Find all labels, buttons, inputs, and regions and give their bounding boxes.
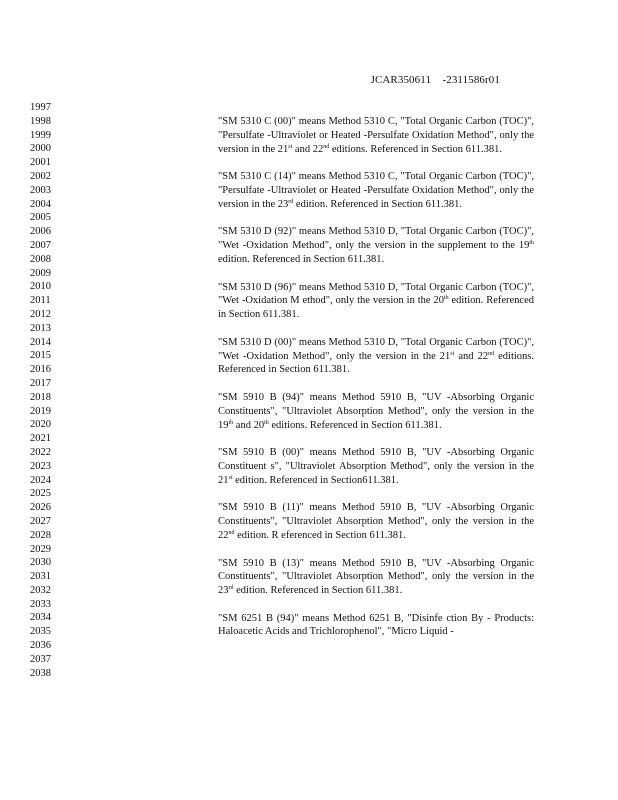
line-number-column xyxy=(30,101,70,680)
paragraph-text: "SM 5310 D (92)" means Method 5310 D, "Total Organic Carbon (TOC)", "Wet -Oxidation Method", only the version in the supplement to the 19 xyxy=(218,226,534,252)
line-number: 2023 xyxy=(30,460,51,472)
paragraph-text: and 22 xyxy=(454,350,489,362)
paragraph-text: and 22 xyxy=(292,143,324,155)
ordinal-suffix: nd xyxy=(228,529,235,536)
ordinal-suffix: th xyxy=(228,419,234,426)
ordinal-suffix: st xyxy=(450,350,455,357)
paragraph-text: and 20 xyxy=(233,419,265,431)
line-number: 2005 xyxy=(30,212,51,224)
line-number: 1998 xyxy=(30,115,51,127)
line-number: 2007 xyxy=(30,239,51,251)
definition-paragraph xyxy=(218,170,534,211)
ordinal-suffix: st xyxy=(228,474,233,481)
paragraph-text: edition. R eferenced in Section 611.381. xyxy=(234,529,406,541)
line-number: 2037 xyxy=(30,653,51,665)
ordinal-suffix: th xyxy=(264,419,269,426)
ordinal-suffix: th xyxy=(529,240,534,247)
definition-paragraph xyxy=(218,115,534,156)
line-number: 2006 xyxy=(30,226,51,238)
line-number: 2018 xyxy=(30,391,51,403)
paragraph-text: "SM 5310 C (14)" means Method 5310 C, "Total Organic Carbon (TOC)", "Persulfate -Ultraviolet or Heated -Persulfate Oxidation Method", only the version in the 23 xyxy=(218,171,534,210)
line-number: 2031 xyxy=(30,571,51,583)
paragraph-text: editions. Referenced in Section 611.381. xyxy=(218,350,534,376)
line-number: 2024 xyxy=(30,474,51,486)
document-suffix: -2311586r01 xyxy=(442,74,500,86)
line-number: 2000 xyxy=(30,143,51,155)
line-number: 2016 xyxy=(30,364,51,376)
line-number: 2019 xyxy=(30,405,51,417)
definition-paragraph xyxy=(218,557,534,598)
ordinal-suffix: nd xyxy=(323,143,330,150)
line-number: 2002 xyxy=(30,170,51,182)
line-number: 2001 xyxy=(30,157,51,169)
line-number: 2008 xyxy=(30,253,51,265)
line-number: 2021 xyxy=(30,433,51,445)
line-number: 2033 xyxy=(30,598,51,610)
line-number: 2011 xyxy=(30,295,51,307)
line-number: 2030 xyxy=(30,557,51,569)
paragraph-text: "SM 5310 D (96)" means Method 5310 D, "Total Organic Carbon (TOC)", "Wet -Oxidation M ethod", only the version in the 20 xyxy=(218,281,534,307)
paragraph-text: "SM 5310 D (00)" means Method 5310 D, "Total Organic Carbon (TOC)", "Wet -Oxidation Method", only the version in the 21 xyxy=(218,336,534,362)
paragraph-text: "SM 5910 B (94)" means Method 5910 B, "UV -Absorbing Organic Constituents", "Ultraviolet Absorption Method", only the version in the 19 xyxy=(218,391,534,431)
line-number: 1999 xyxy=(30,129,51,141)
ordinal-suffix: rd xyxy=(228,585,234,592)
line-number: 2014 xyxy=(30,336,51,348)
line-number: 2017 xyxy=(30,377,51,389)
paragraph-text: edition. Referenced in Section 611.381. xyxy=(218,295,534,321)
definition-paragraph xyxy=(218,225,534,266)
line-number: 2026 xyxy=(30,502,51,514)
definition-paragraph xyxy=(218,336,534,377)
line-number: 2010 xyxy=(30,281,51,293)
ordinal-suffix: rd xyxy=(288,198,294,205)
line-number: 2036 xyxy=(30,640,51,652)
line-number: 2009 xyxy=(30,267,51,279)
paragraph-text: "SM 5910 B (00)" means Method 5910 B, "UV -Absorbing Organic Constituent s", "Ultraviolet Absorption Method", only the version in the 21 xyxy=(218,447,534,486)
line-number: 2004 xyxy=(30,198,51,210)
definitions-body xyxy=(218,115,534,639)
paragraph-text: edition. Referenced in Section 611.381. xyxy=(218,253,385,265)
paragraph-text: edition. Referenced in Section 611.381. xyxy=(293,198,463,210)
line-number: 2034 xyxy=(30,612,51,624)
definition-paragraph xyxy=(218,612,534,640)
definition-paragraph xyxy=(218,281,534,322)
line-number: 2029 xyxy=(30,543,51,555)
paragraph-text: edition. Referenced in Section 611.381. xyxy=(233,585,403,597)
line-number: 2013 xyxy=(30,322,51,334)
definition-paragraph xyxy=(218,446,534,487)
ordinal-suffix: th xyxy=(443,295,449,302)
ordinal-suffix: st xyxy=(288,143,293,150)
paragraph-text: editions. Referenced in Section 611.381. xyxy=(268,419,442,431)
paragraph-text: edition. Referenced in Section611.381. xyxy=(232,474,399,486)
paragraph-text: "SM 5910 B (11)" means Method 5910 B, "UV -Absorbing Organic Constituents", "Ultraviolet Absorption Method", only the version in the 22 xyxy=(218,502,534,541)
line-number: 2035 xyxy=(30,626,51,638)
paragraph-text: "SM 6251 B (94)" means Method 6251 B, "Disinfe ction By - Products: Haloacetic Acids and Trichlorophenol", "Micro Liquid - xyxy=(218,612,534,638)
line-number: 2028 xyxy=(30,529,51,541)
document-code: JCAR350611 xyxy=(370,74,432,86)
line-number: 2022 xyxy=(30,446,51,458)
paragraph-text: "SM 5310 C (00)" means Method 5310 C, "Total Organic Carbon (TOC)", "Persulfate -Ultraviolet or Heated -Persulfate Oxidation Method", only the version in the 21 xyxy=(218,116,534,155)
definition-paragraph xyxy=(218,391,534,432)
line-number: 2020 xyxy=(30,419,51,431)
line-number: 2032 xyxy=(30,584,51,596)
page-header xyxy=(0,74,500,86)
definition-paragraph xyxy=(218,501,534,542)
line-number: 1997 xyxy=(30,102,51,113)
line-number: 2003 xyxy=(30,184,51,196)
line-number: 2027 xyxy=(30,515,51,527)
paragraph-text: editions. Referenced in Section 611.381. xyxy=(329,143,503,155)
line-number: 2012 xyxy=(30,308,51,320)
ordinal-suffix: nd xyxy=(488,350,495,357)
paragraph-text: "SM 5910 B (13)" means Method 5910 B, "UV -Absorbing Organic Constituents", "Ultraviolet Absorption Method", only the version in the 23 xyxy=(218,557,534,597)
line-number: 2025 xyxy=(30,488,51,500)
line-number: 2038 xyxy=(30,667,51,679)
line-number: 2015 xyxy=(30,350,51,362)
